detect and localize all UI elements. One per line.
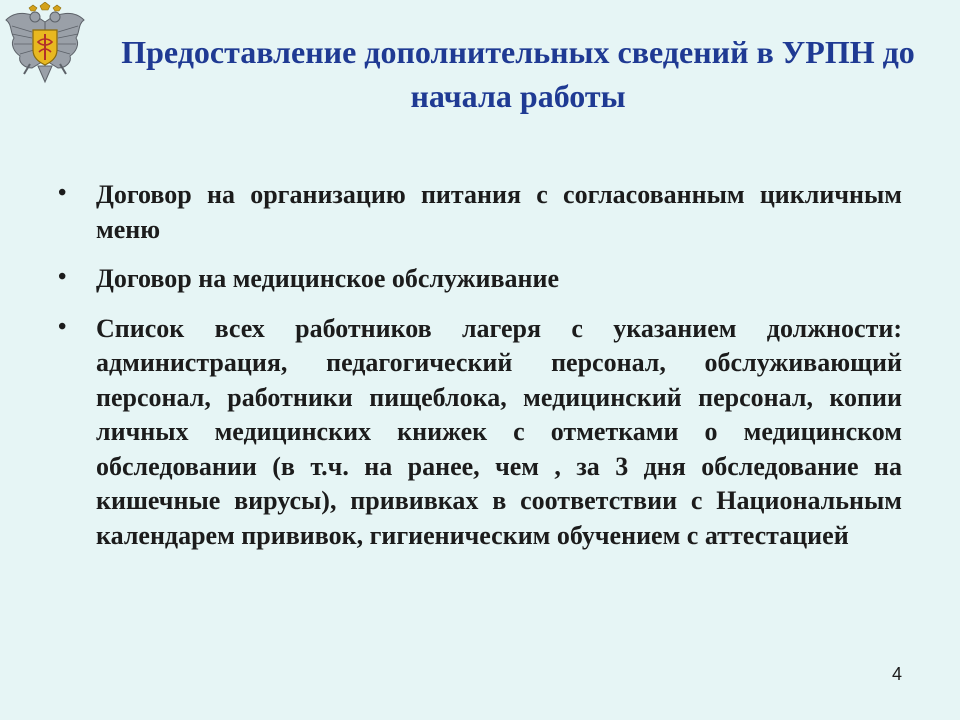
bullet-item — [50, 312, 910, 554]
bullet-marker: • — [58, 180, 67, 206]
bullet-marker: • — [58, 264, 67, 290]
bullet-list — [50, 178, 910, 568]
bullet-item — [50, 178, 910, 247]
bullet-text: Договор на организацию питания с согласованным цикличным меню — [96, 180, 902, 244]
bullet-text: Договор на медицинское обслуживание — [96, 264, 560, 293]
bullet-item — [50, 262, 910, 297]
double-headed-eagle-emblem-icon — [2, 2, 88, 88]
page-number: 4 — [891, 664, 902, 684]
bullet-text: Список всех работников лагеря с указанием должности: администрация, педагогический персонал, обслуживающий персонал, работники пищеблока, медицинский персонал, копии личных медицинских книжек с отметками о медицинском обследовании (в т.ч. на ранее, чем , за 3 дня обследование на кишечные вирусы), прививках в соответствии с Национальным календарем прививок, гигиеническим обучением с аттестацией — [96, 313, 902, 550]
slide-title: Предоставление дополнительных сведений в УРПН до начала работы — [121, 34, 915, 114]
bullet-marker: • — [58, 313, 67, 340]
